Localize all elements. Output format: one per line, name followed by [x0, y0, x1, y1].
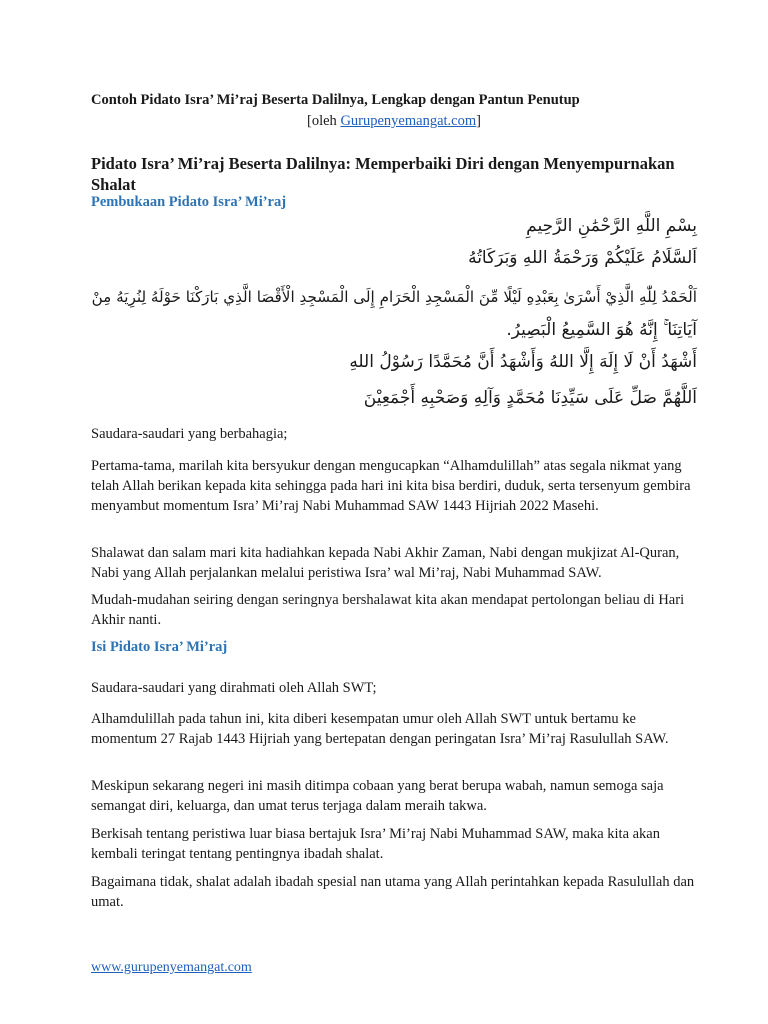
opening-heading: Pembukaan Pidato Isra’ Mi’raj	[91, 194, 287, 210]
arabic-salam: اَلسَّلَامُ عَلَيْكُمْ وَرَحْمَةُ اللهِ وَبَرَكَاتُهُ	[468, 248, 697, 268]
arabic-shalawat: اَللَّهُمَّ صَلِّ عَلَى سَيِّدِنَا مُحَمَّدٍ وَآلِهِ وَصَحْبِهِ أَجْمَعِيْنَ	[363, 388, 697, 408]
byline-suffix: ]	[476, 113, 481, 129]
arabic-syahadat: أَشْهَدُ أَنْ لَا إِلَهَ إِلَّا اللهُ وَأَشْهَدُ أَنَّ مُحَمَّدًا رَسُوْلُ اللهِ	[349, 352, 697, 372]
byline-prefix: [oleh	[307, 113, 341, 129]
opening-paragraph-3: Shalawat dan salam mari kita hadiahkan kepada Nabi Akhir Zaman, Nabi dengan mukjizat Al-Quran, Nabi yang Allah perjalankan melalui peristiwa Isra’ wal Mi’raj, Nabi Muhammad SAW.	[91, 545, 680, 581]
content-paragraph-2: Alhamdulillah pada tahun ini, kita diberi kesempatan umur oleh Allah SWT untuk bertamu ke momentum 27 Rajab 1443 Hijriah yang bertepatan dengan peringatan Isra’ Mi’raj Rasulullah SAW.	[91, 711, 669, 747]
arabic-basmalah: بِسْمِ اللَّهِ الرَّحْمَٰنِ الرَّحِيمِ	[526, 216, 697, 236]
byline	[91, 113, 697, 130]
opening-paragraph-2: Pertama-tama, marilah kita bersyukur dengan mengucapkan “Alhamdulillah” atas segala nikmat yang telah Allah berikan kepada kita sehingga pada hari ini kita bisa berdiri, duduk, serta tersenyum gembira menyambut momentum Isra’ Mi’raj Nabi Muhammad SAW 1443 Hijriah 2022 Masehi.	[91, 458, 691, 514]
content-heading: Isi Pidato Isra’ Mi’raj	[91, 639, 228, 655]
arabic-verse-end: آيَاتِنَا ۚ إِنَّهُ هُوَ السَّمِيعُ الْبَصِيرُ.	[506, 320, 697, 340]
arabic-hamdalah: اَلْحَمْدُ لِلّٰهِ الَّذِيْ أَسْرَىٰ بِعَبْدِهِ لَيْلًا مِّنَ الْمَسْجِدِ الْحَرَامِ إِلَى الْمَسْجِدِ الْأَقْصَا الَّذِي بَارَكْنَا حَوْلَهُ لِنُرِيَهُ مِنْ	[91, 288, 697, 306]
footer-link[interactable]: www.gurupenyemangat.com	[91, 960, 252, 975]
opening-paragraph-1: Saudara-saudari yang berbahagia;	[91, 426, 288, 442]
content-paragraph-5: Bagaimana tidak, shalat adalah ibadah spesial nan utama yang Allah perintahkan kepada Rasulullah dan umat.	[91, 874, 695, 910]
byline-link[interactable]: Gurupenyemangat.com	[340, 113, 477, 129]
section-title: Pidato Isra’ Mi’raj Beserta Dalilnya: Memperbaiki Diri dengan Menyempurnakan Shalat	[91, 154, 675, 194]
content-paragraph-1: Saudara-saudari yang dirahmati oleh Allah SWT;	[91, 680, 377, 696]
opening-paragraph-4: Mudah-mudahan seiring dengan seringnya bershalawat kita akan mendapat pertolongan beliau di Hari Akhir nanti.	[91, 592, 685, 628]
content-paragraph-4: Berkisah tentang peristiwa luar biasa bertajuk Isra’ Mi’raj Nabi Muhammad SAW, maka kita akan kembali teringat tentang pentingnya ibadah shalat.	[91, 826, 660, 862]
content-paragraph-3: Meskipun sekarang negeri ini masih ditimpa cobaan yang berat berupa wabah, namun semoga saja semangat diri, keluarga, dan umat terus terjaga dalam meraih takwa.	[91, 778, 664, 814]
document-title: Contoh Pidato Isra’ Mi’raj Beserta Dalilnya, Lengkap dengan Pantun Penutup	[91, 92, 580, 108]
